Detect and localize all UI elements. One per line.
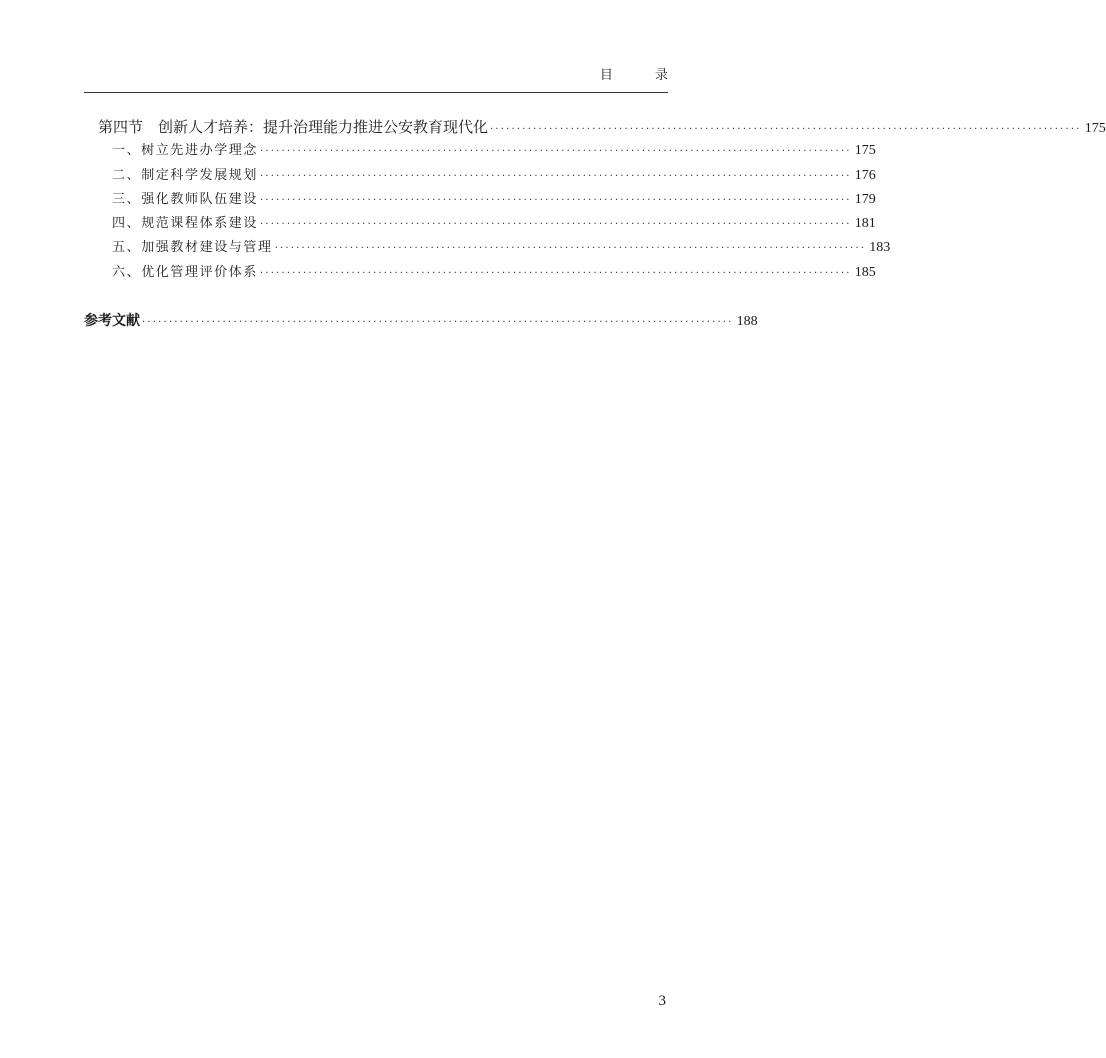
toc-entry-title: 三、强化教师队伍建设 — [112, 191, 259, 207]
toc-entry-title: 六、优化管理评价体系 — [112, 264, 259, 280]
toc-entry-page: 179 — [854, 191, 876, 207]
toc-entry-item[interactable] — [84, 236, 891, 260]
toc-entry-title: 四、规范课程体系建设 — [112, 216, 259, 232]
toc-entry-bibliography[interactable] — [84, 309, 758, 333]
toc-entry-item[interactable] — [84, 261, 876, 285]
toc-entry-page: 175 — [1084, 121, 1106, 136]
toc-entry-page: 188 — [736, 314, 758, 330]
toc-entry-section-4[interactable] — [84, 115, 1106, 139]
toc-entry-title: 参考文献 — [84, 313, 140, 330]
toc-entry-title: 一、树立先进办学理念 — [112, 143, 259, 159]
toc-entry-title: 五、加强教材建设与管理 — [112, 240, 273, 256]
dot-leader: ·············································································································· — [260, 267, 852, 279]
toc-entry-page: 181 — [854, 216, 876, 232]
running-header — [84, 66, 687, 93]
toc-entry-item[interactable] — [84, 212, 876, 236]
running-header-title: 目 录 — [599, 68, 687, 83]
table-of-contents — [84, 115, 1106, 333]
toc-entry-page: 175 — [854, 143, 876, 159]
toc-entry-item[interactable] — [84, 164, 876, 188]
toc-entry-page: 183 — [869, 240, 891, 256]
toc-entry-item[interactable] — [84, 188, 876, 212]
toc-entry-page: 185 — [854, 264, 876, 280]
toc-entry-title: 二、制定科学发展规划 — [112, 167, 259, 183]
dot-leader: ·············································································································· — [260, 170, 852, 182]
dot-leader: ·············································································································· — [260, 219, 852, 231]
dot-leader: ·············································································································· — [142, 317, 734, 329]
dot-leader: ·············································································································· — [490, 124, 1082, 135]
dot-leader: ·············································································································· — [274, 243, 867, 255]
dot-leader: ·············································································································· — [260, 194, 852, 206]
toc-entry-title: 第四节 创新人才培养：提升治理能力推进公安教育现代化 — [98, 118, 489, 136]
page-number: 3 — [658, 993, 666, 1009]
dot-leader: ·············································································································· — [260, 146, 852, 158]
toc-entry-page: 176 — [854, 167, 876, 183]
toc-entry-item[interactable] — [84, 139, 876, 163]
